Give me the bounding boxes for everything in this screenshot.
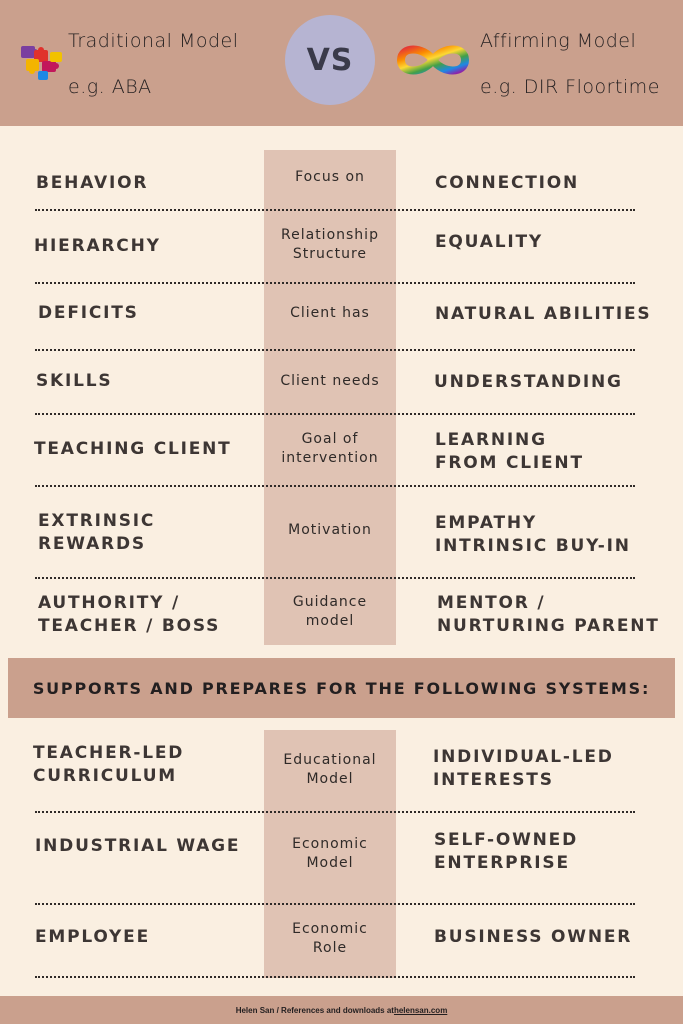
criterion-label <box>264 920 396 958</box>
systems-banner-text: SUPPORTS AND PREPARES FOR THE FOLLOWING SYSTEMS: <box>32 678 651 698</box>
traditional-item-line: EMPLOYEE <box>35 927 150 947</box>
criterion-label-line: Focus on <box>295 169 365 185</box>
traditional-item-line: AUTHORITY / <box>38 593 180 613</box>
criterion-label-line: Client has <box>290 305 370 321</box>
traditional-item <box>33 742 184 788</box>
criterion-label <box>264 430 396 468</box>
row-divider <box>35 282 635 284</box>
criterion-label-line: Economic <box>292 836 368 852</box>
traditional-item-line: DEFICITS <box>38 303 139 323</box>
affirming-item-line: FROM CLIENT <box>435 453 584 473</box>
affirming-item-line: ENTERPRISE <box>434 853 570 873</box>
right-model-title: Affirming Model <box>480 30 637 52</box>
criterion-label-line: Guidance <box>292 594 368 610</box>
traditional-item-line: BEHAVIOR <box>36 173 149 193</box>
left-model-title: Traditional Model <box>68 30 239 52</box>
affirming-item <box>434 829 578 875</box>
traditional-item-line: EXTRINSIC <box>38 511 156 531</box>
traditional-item <box>36 370 112 393</box>
traditional-item <box>38 592 220 638</box>
traditional-item <box>36 172 148 195</box>
affirming-item <box>435 231 543 254</box>
criterion-label <box>264 168 396 187</box>
affirming-item-line: INTRINSIC BUY-IN <box>435 536 631 556</box>
traditional-item <box>35 835 240 858</box>
criterion-label-line: Goal of <box>301 431 359 447</box>
criterion-label-line: Role <box>312 940 348 956</box>
affirming-item-line: INDIVIDUAL-LED <box>433 747 614 767</box>
vs-badge: VS <box>285 15 375 105</box>
affirming-item <box>435 303 651 326</box>
affirming-item-line: EQUALITY <box>435 232 543 252</box>
row-divider <box>35 349 635 351</box>
criterion-label-line: model <box>305 613 355 629</box>
footer-credit-prefix: Helen San / References and downloads at <box>235 1005 394 1015</box>
traditional-item-line: CURRICULUM <box>33 766 178 786</box>
affirming-item <box>434 371 623 394</box>
affirming-item-line: INTERESTS <box>433 770 554 790</box>
traditional-item <box>34 235 161 258</box>
criterion-label-line: Model <box>306 771 354 787</box>
criterion-label <box>264 304 396 323</box>
criterion-label-line: Economic <box>292 921 368 937</box>
affirming-item <box>435 512 631 558</box>
criterion-label-line: Motivation <box>288 522 372 538</box>
affirming-item-line: UNDERSTANDING <box>434 372 623 392</box>
affirming-item-line: EMPATHY <box>435 513 537 533</box>
row-divider <box>35 811 635 813</box>
criterion-label-line: Model <box>306 855 354 871</box>
criterion-label <box>264 372 396 391</box>
traditional-item <box>38 302 139 325</box>
criterion-label-line: Structure <box>292 246 368 262</box>
affirming-item <box>435 172 579 195</box>
criterion-label-line: Relationship <box>281 227 379 243</box>
footer-credit <box>0 996 683 1024</box>
traditional-item <box>38 510 155 556</box>
traditional-item-line: SKILLS <box>36 371 113 391</box>
affirming-item-line: CONNECTION <box>435 173 580 193</box>
traditional-item-line: TEACHER-LED <box>33 743 185 763</box>
puzzle-pieces-icon <box>18 42 66 82</box>
criterion-label-line: intervention <box>281 450 379 466</box>
criterion-label <box>264 751 396 789</box>
affirming-item-line: SELF-OWNED <box>434 830 578 850</box>
affirming-item-line: NATURAL ABILITIES <box>435 304 652 324</box>
row-divider <box>35 209 635 211</box>
footer-link[interactable]: helensan.com <box>393 1005 448 1015</box>
affirming-item <box>435 429 584 475</box>
left-model-example: e.g. ABA <box>68 76 152 98</box>
criterion-label <box>264 593 396 631</box>
row-divider <box>35 413 635 415</box>
traditional-item <box>34 438 232 461</box>
middle-column-top <box>264 150 396 645</box>
affirming-item-line: MENTOR / <box>437 593 546 613</box>
criterion-label-line: Educational <box>283 752 377 768</box>
criterion-label <box>264 521 396 540</box>
affirming-item <box>433 746 614 792</box>
traditional-item-line: INDUSTRIAL WAGE <box>35 836 241 856</box>
affirming-item <box>437 592 660 638</box>
criterion-label <box>264 226 396 264</box>
traditional-item-line: REWARDS <box>38 534 146 554</box>
affirming-item <box>434 926 632 949</box>
row-divider <box>35 577 635 579</box>
affirming-item-line: LEARNING <box>435 430 547 450</box>
traditional-item-line: TEACHING CLIENT <box>34 439 232 459</box>
right-model-example: e.g. DIR Floortime <box>480 76 660 98</box>
affirming-item-line: BUSINESS OWNER <box>434 927 633 947</box>
traditional-item-line: TEACHER / BOSS <box>38 616 221 636</box>
rainbow-infinity-icon <box>395 40 471 80</box>
row-divider <box>35 903 635 905</box>
traditional-item-line: HIERARCHY <box>34 236 161 256</box>
affirming-item-line: NURTURING PARENT <box>437 616 660 636</box>
criterion-label-line: Client needs <box>280 373 380 389</box>
criterion-label <box>264 835 396 873</box>
row-divider <box>35 485 635 487</box>
row-divider <box>35 976 635 978</box>
traditional-item <box>35 926 150 949</box>
